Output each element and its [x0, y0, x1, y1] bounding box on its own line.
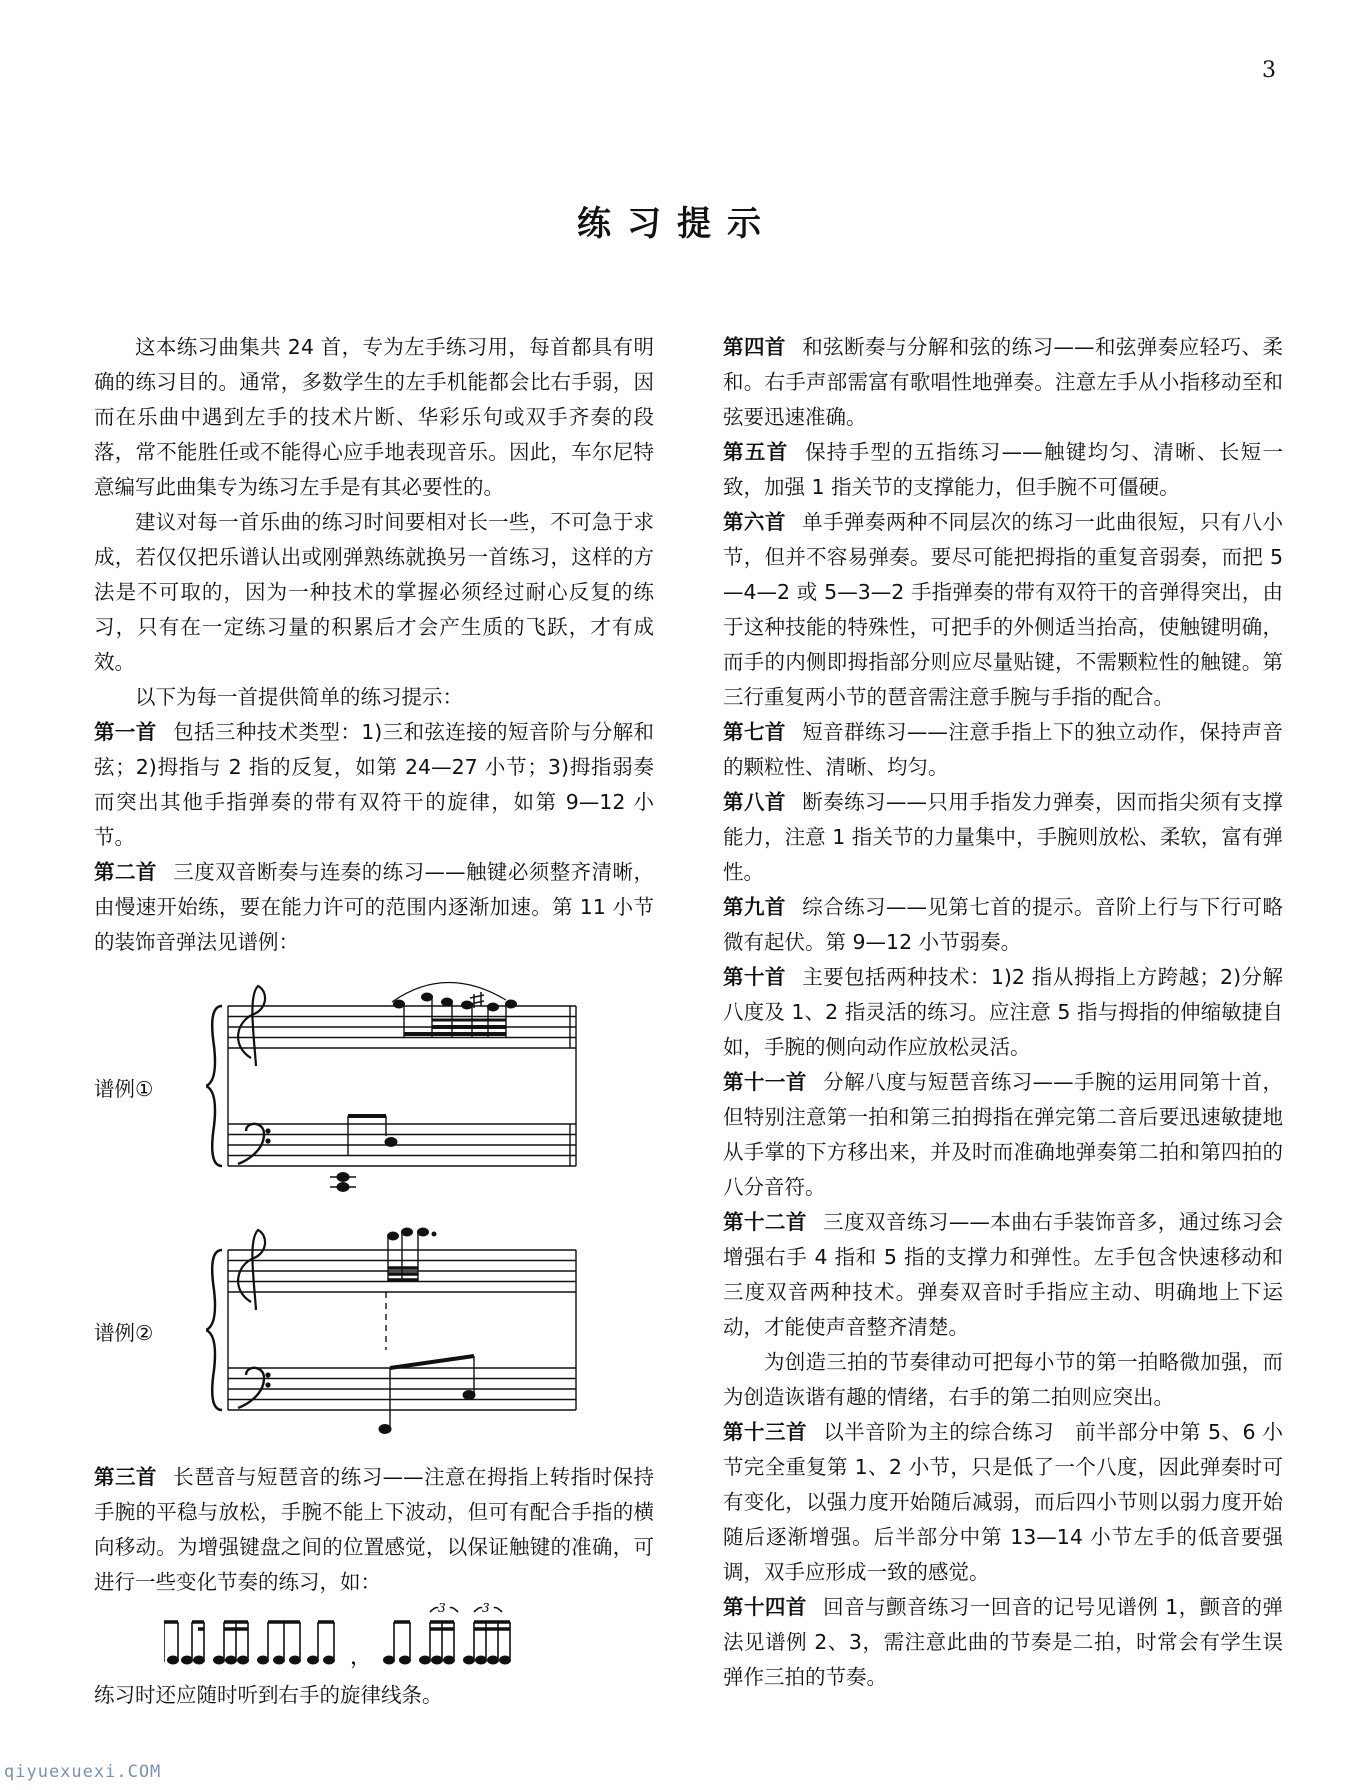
tip-no14-heading: 第十四首 — [723, 1595, 807, 1619]
tip-no7-heading: 第七首 — [723, 720, 786, 744]
tip-no4-text: 和弦断奏与分解和弦的练习——和弦弹奏应轻巧、柔和。右手声部需富有歌唱性地弹奏。注意左手从小指移动至和弦要迅速准确。 — [723, 335, 1284, 429]
tip-no13 — [723, 1415, 1283, 1590]
tip-no4 — [723, 330, 1283, 435]
left-column — [94, 330, 654, 1713]
tip-no12-extra: 为创造三拍的节奏律动可把每小节的第一拍略微加强，而为创造诙谐有趣的情绪，右手的第二拍则应突出。 — [723, 1350, 1283, 1409]
tip-no3-tail: 练习时还应随时听到右手的旋律线条。 — [94, 1683, 443, 1707]
tip-no14-text: 回音与颤音练习一回音的记号见谱例 1，颤音的弹法见谱例 2、3，需注意此曲的节奏是二拍，时常会有学生误弹作三拍的节奏。 — [723, 1595, 1284, 1689]
tip-no8-heading: 第八首 — [723, 790, 786, 814]
tip-no5-heading: 第五首 — [723, 440, 789, 464]
tip-no6 — [723, 505, 1283, 715]
tip-no10 — [723, 960, 1283, 1065]
tip-no1 — [94, 715, 654, 855]
tip-no12-heading: 第十二首 — [723, 1210, 807, 1234]
tip-no12-text: 三度双音练习——本曲右手装饰音多，通过练习会增强右手 4 指和 5 指的支撑力和弹性。左手包含快速移动和三度双音两种技术。弹奏双音时手指应主动、明确地上下运动，才能使声音整齐清楚。 — [723, 1210, 1284, 1339]
page-number: 3 — [1262, 58, 1276, 83]
tip-no1-heading: 第一首 — [94, 720, 157, 744]
right-column — [723, 330, 1283, 1695]
tip-no9 — [723, 890, 1283, 960]
rhythm-comma: ， — [350, 1645, 373, 1670]
tip-no7-text: 短音群练习——注意手指上下的独立动作，保持声音的颗粒性、清晰、均匀。 — [723, 720, 1284, 779]
tip-no2 — [94, 855, 654, 960]
site-watermark: qiyuexuexi.COM — [4, 1762, 162, 1782]
tip-no6-heading: 第六首 — [723, 510, 786, 534]
rhythm-pattern — [94, 1600, 654, 1678]
rhythm-pattern-notation — [164, 1600, 584, 1678]
tip-no11-heading: 第十一首 — [723, 1070, 807, 1094]
intro-paragraph-1: 这本练习曲集共 24 首，专为左手练习用，每首都具有明确的练习目的。通常，多数学生的左手机能都会比右手弱，因而在乐曲中遇到左手的技术片断、华彩乐句或双手齐奏的段落，常不能胜任或不能得心应手地表现音乐。因此，车尔尼特意编写此曲集专为练习左手是有其必要性的。 — [94, 335, 654, 499]
score-example-2-notation — [206, 1210, 626, 1450]
tip-no8 — [723, 785, 1283, 890]
tip-no11-text: 分解八度与短琶音练习——手腕的运用同第十首，但特别注意第一拍和第三拍拇指在弹完第二音后要迅速敏捷地从手掌的下方移出来，并及时而准确地弹奏第二拍和第四拍的八分音符。 — [723, 1070, 1284, 1199]
tip-no3-text: 长琶音与短琶音的练习——注意在拇指上转指时保持手腕的平稳与放松，手腕不能上下波动，但可有配合手指的横向移动。为增强键盘之间的位置感觉，以保证触键的准确，可进行一些变化节奏的练习，如： — [94, 1465, 655, 1594]
tip-no2-text: 三度双音断奏与连奏的练习——触键必须整齐清晰，由慢速开始练，要在能力许可的范围内逐渐加速。第 11 小节的装饰音弹法见谱例： — [94, 860, 655, 954]
tip-no6-text: 单手弹奏两种不同层次的练习一此曲很短，只有八小节，但并不容易弹奏。要尽可能把拇指的重复音弱奏，而把 5—4—2 或 5—3—2 手指弹奏的带有双符干的音弹得突出，由于这种技能的特殊性，可把手的外侧适当抬高，使触键明确，而手的内侧即拇指部分则应尽量贴键，不需颗粒性的触键。第三行重复两小节的琶音需注意手腕与手指的配合。 — [723, 510, 1284, 709]
triplet-mark-1: 3 — [438, 1601, 446, 1615]
score-example-2 — [94, 1210, 654, 1450]
score-example-1 — [94, 966, 654, 1206]
example-1-label: 谱例① — [94, 1077, 154, 1101]
tip-no9-heading: 第九首 — [723, 895, 786, 919]
tip-no4-heading: 第四首 — [723, 335, 786, 359]
tip-no10-text: 主要包括两种技术：1)2 指从拇指上方跨越；2)分解八度及 1、2 指灵活的练习。应注意 5 指与拇指的伸缩敏捷自如，手腕的侧向动作应放松灵活。 — [723, 965, 1284, 1059]
tip-no9-text: 综合练习——见第七首的提示。音阶上行与下行可略微有起伏。第 9—12 小节弱奏。 — [723, 895, 1284, 954]
tip-no13-text: 以半音阶为主的综合练习 前半部分中第 5、6 小节完全重复第 1、2 小节，只是低了一个八度，因此弹奏时可有变化，以强力度开始随后减弱，而后四小节则以弱力度开始随后逐渐增强。后半部分中第 13—14 小节左手的低音要强调，双手应形成一致的感觉。 — [723, 1420, 1283, 1584]
tip-no5 — [723, 435, 1283, 505]
tip-no11 — [723, 1065, 1283, 1205]
tip-no14 — [723, 1590, 1283, 1695]
tip-no13-heading: 第十三首 — [723, 1420, 807, 1444]
tip-no10-heading: 第十首 — [723, 965, 786, 989]
tip-no2-heading: 第二首 — [94, 860, 157, 884]
score-example-1-notation — [206, 966, 626, 1206]
example-2-label: 谱例② — [94, 1321, 154, 1345]
triplet-mark-2: 3 — [482, 1601, 490, 1615]
tip-no7 — [723, 715, 1283, 785]
tip-no1-text: 包括三种技术类型：1)三和弦连接的短音阶与分解和弦；2)拇指与 2 指的反复，如第 24—27 小节；3)拇指弱奏而突出其他手指弹奏的带有双符干的旋律，如第 9—12 小节。 — [94, 720, 655, 849]
page-title: 练习提示 — [577, 204, 777, 244]
tip-no5-text: 保持手型的五指练习——触键均匀、清晰、长短一致，加强 1 指关节的支撑能力，但手腕不可僵硬。 — [723, 440, 1284, 499]
intro-paragraph-2: 建议对每一首乐曲的练习时间要相对长一些，不可急于求成，若仅仅把乐谱认出或刚弹熟练就换另一首练习，这样的方法是不可取的，因为一种技术的掌握必须经过耐心反复的练习，只有在一定练习量的积累后才会产生质的飞跃，才有成效。 — [94, 510, 654, 674]
tip-no12 — [723, 1205, 1283, 1345]
tip-no3 — [94, 1460, 654, 1600]
tip-no3-heading: 第三首 — [94, 1465, 157, 1489]
intro-paragraph-3: 以下为每一首提供简单的练习提示： — [135, 685, 463, 709]
tip-no8-text: 断奏练习——只用手指发力弹奏，因而指尖须有支撑能力，注意 1 指关节的力量集中，手腕则放松、柔软，富有弹性。 — [723, 790, 1284, 884]
